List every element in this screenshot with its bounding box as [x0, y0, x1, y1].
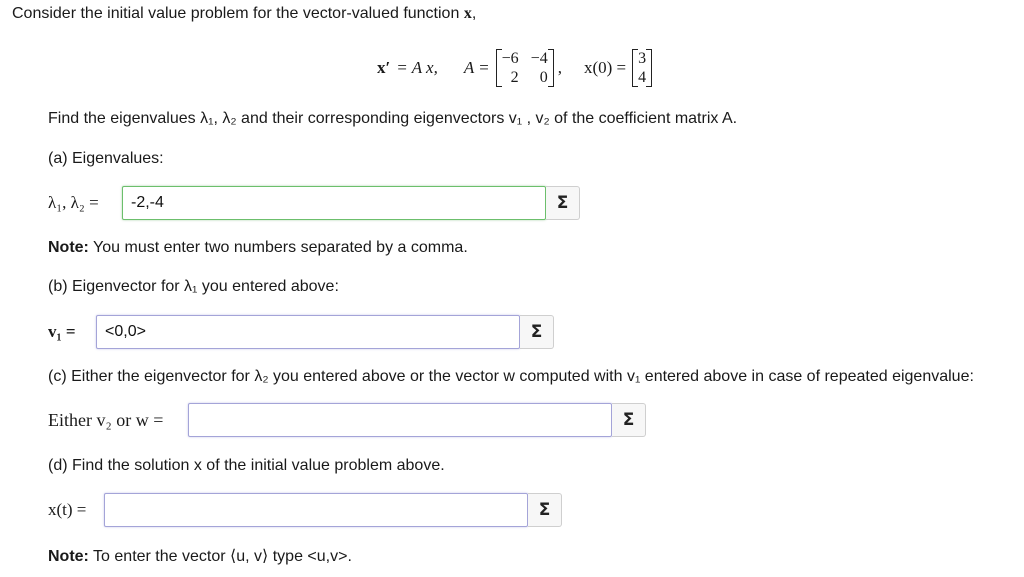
task-text: Find the eigenvalues λ₁, λ₂ and their corresponding eigenvectors v₁ , v₂ of the coefficient matrix A.	[48, 110, 738, 127]
intro-label: Consider the initial value problem for the vector-valued function	[12, 5, 460, 22]
x-prime-label: x′	[377, 58, 391, 77]
intro-text: Consider the initial value problem for the vector-valued function x,	[12, 5, 477, 22]
v2-or-w-equation-editor-button[interactable]	[612, 403, 646, 437]
matrix-a-cell: 2	[510, 69, 519, 86]
matrix-a-cell: −4	[530, 50, 548, 67]
note-text: To enter the vector ⟨u, v⟩ type <u,v>.	[93, 548, 352, 565]
final-note	[48, 546, 352, 566]
v1-input[interactable]: <0,0>	[96, 315, 520, 349]
v1-label: v₁ =	[48, 322, 76, 341]
part-b-heading: (b) Eigenvector for λ₁ you entered above:	[48, 278, 339, 295]
note-label: Note:	[48, 239, 89, 256]
equals-ax-label: = A x,	[396, 58, 438, 77]
part-c-heading: (c) Either the eigenvector for λ₂ you entered above or the vector w computed with v₁ entered above in case of repeated eigenvalue:	[48, 368, 974, 385]
intro-variable: x	[463, 5, 472, 22]
vector-x0-cell: 3	[638, 50, 647, 67]
note-label: Note:	[48, 548, 89, 565]
matrix-a-cell: −6	[501, 50, 519, 67]
v1-equation-editor-button[interactable]	[520, 315, 554, 349]
ivp-equation: x′ = A x, A = −6 −4 2 0 , x(0) = 3 4	[377, 42, 652, 94]
eigenvalues-input[interactable]: -2,-4	[122, 186, 546, 220]
a-equals-label: A =	[463, 58, 490, 77]
sigma-icon: Σ	[556, 193, 569, 213]
x0-label: x(0) =	[583, 58, 627, 77]
part-a-note	[48, 239, 468, 257]
solution-label: x(t) =	[48, 500, 87, 519]
solution-input[interactable]	[104, 493, 528, 527]
note-text: You must enter two numbers separated by a comma.	[93, 239, 468, 256]
sigma-icon: Σ	[622, 410, 635, 430]
v2-or-w-label: Either v₂ or w =	[48, 410, 164, 430]
matrix-a-cell: 0	[539, 69, 548, 86]
solution-equation-editor-button[interactable]	[528, 493, 562, 527]
v2-or-w-input[interactable]	[188, 403, 612, 437]
part-d-heading: (d) Find the solution x of the initial value problem above.	[48, 457, 445, 474]
vector-x0	[632, 49, 652, 87]
vector-x0-cell: 4	[638, 69, 647, 86]
matrix-a	[496, 49, 554, 87]
eigenvalues-label: λ₁, λ₂ =	[48, 193, 99, 212]
part-a-heading: (a) Eigenvalues:	[48, 150, 164, 167]
sigma-icon: Σ	[538, 500, 551, 520]
sigma-icon: Σ	[530, 322, 543, 342]
eigenvalues-equation-editor-button[interactable]	[546, 186, 580, 220]
